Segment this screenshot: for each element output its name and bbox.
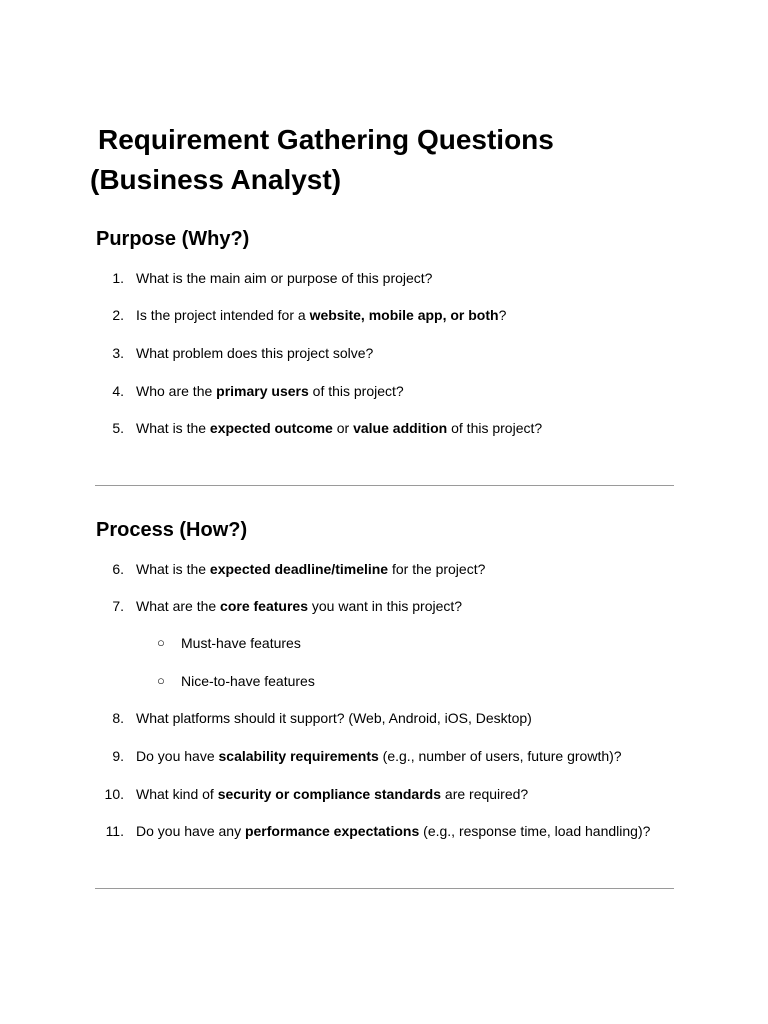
- item-text: [136, 305, 506, 325]
- item-text: [181, 671, 315, 691]
- item-text-part: What is the: [136, 561, 210, 577]
- section-divider: [95, 888, 674, 889]
- item-text: [136, 708, 532, 728]
- item-text-emphasis: website, mobile app, or both: [309, 307, 499, 323]
- item-text-part: What problem does this project solve?: [136, 345, 374, 361]
- item-number: 9.: [112, 748, 124, 764]
- item-text-part: ?: [498, 307, 507, 323]
- item-text-emphasis: scalability requirements: [218, 748, 379, 764]
- item-text-part: of this project?: [447, 420, 543, 436]
- item-text-part: of this project?: [308, 383, 404, 399]
- item-text-part: Must-have features: [181, 635, 301, 651]
- item-text: [136, 381, 404, 401]
- item-text-part: Who are the: [136, 383, 217, 399]
- item-number: 4.: [112, 383, 124, 399]
- item-text-part: What is the: [136, 420, 210, 436]
- item-number: 10.: [104, 786, 124, 802]
- purpose-heading: Purpose (Why?): [96, 228, 250, 250]
- item-text-emphasis: performance expectations: [244, 823, 420, 839]
- item-text-part: Nice-to-have features: [181, 673, 315, 689]
- item-text: [181, 633, 301, 653]
- item-text: [136, 559, 485, 579]
- hollow-bullet-icon: ○: [157, 673, 165, 688]
- section-divider: [95, 485, 674, 486]
- item-text: [136, 821, 650, 841]
- item-text-part: you want in this project?: [307, 598, 463, 614]
- item-text-part: or: [332, 420, 354, 436]
- item-text-part: What are the: [136, 598, 221, 614]
- document-title: [90, 120, 690, 200]
- item-text: [136, 268, 432, 288]
- item-text-part: Do you have any: [136, 823, 245, 839]
- item-text-part: Do you have: [136, 748, 219, 764]
- item-text: [136, 784, 528, 804]
- item-number: 6.: [112, 561, 124, 577]
- item-text-part: Is the project intended for a: [136, 307, 310, 323]
- item-text-emphasis: primary users: [216, 383, 309, 399]
- item-text-part: (e.g., response time, load handling)?: [419, 823, 651, 839]
- item-number: 8.: [112, 710, 124, 726]
- item-text: [136, 596, 462, 616]
- item-text-emphasis: expected outcome: [209, 420, 333, 436]
- title-line-1: Requirement Gathering Questions: [98, 124, 554, 155]
- item-text-emphasis: value addition: [353, 420, 448, 436]
- item-text: [136, 746, 622, 766]
- item-number: 5.: [112, 420, 124, 436]
- item-text-emphasis: security or compliance standards: [217, 786, 442, 802]
- title-line-2: (Business Analyst): [90, 164, 342, 195]
- item-text: [136, 418, 542, 438]
- item-text-emphasis: expected deadline/timeline: [209, 561, 389, 577]
- item-number: 2.: [112, 307, 124, 323]
- item-text-part: What platforms should it support? (Web, Android, iOS, Desktop): [136, 710, 532, 726]
- item-text-part: (e.g., number of users, future growth)?: [378, 748, 622, 764]
- item-number: 11.: [105, 823, 124, 839]
- process-heading: Process (How?): [96, 519, 248, 541]
- item-number: 1.: [112, 270, 124, 286]
- item-number: 7.: [112, 598, 124, 614]
- item-text-part: for the project?: [388, 561, 486, 577]
- item-text-part: What is the main aim or purpose of this project?: [136, 270, 433, 286]
- item-text-part: are required?: [441, 786, 529, 802]
- item-number: 3.: [112, 345, 124, 361]
- item-text-emphasis: core features: [220, 598, 308, 614]
- item-text: [136, 343, 373, 363]
- item-text-part: What kind of: [136, 786, 218, 802]
- hollow-bullet-icon: ○: [157, 635, 165, 650]
